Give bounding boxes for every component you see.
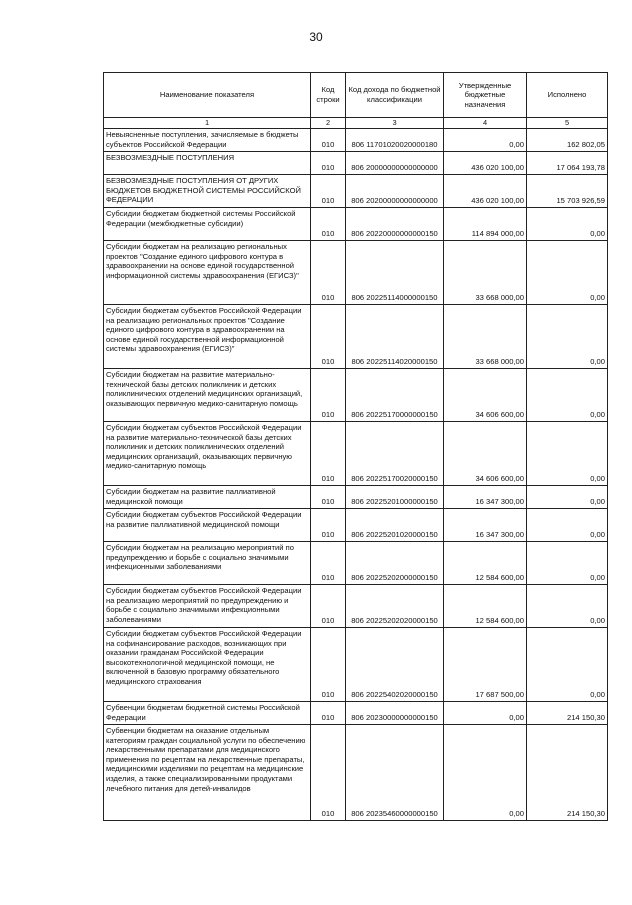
header-line-code: Код строки [311, 73, 346, 118]
table-row [104, 585, 608, 628]
table-row [104, 129, 608, 152]
approved-amount: 34 606 600,00 [444, 422, 527, 486]
table-row [104, 486, 608, 509]
approved-amount: 0,00 [444, 725, 527, 821]
indicator-name: Субсидии бюджетам субъектов Российской Федерации на развитие материально-технической базы детских поликлиник и детских поликлинических отделений медицинских организаций, оказывающих первичную медико-санитарную помощь [104, 422, 311, 486]
executed-amount: 0,00 [527, 585, 608, 628]
approved-amount: 33 668 000,00 [444, 305, 527, 369]
line-code: 010 [311, 305, 346, 369]
approved-amount: 16 347 300,00 [444, 486, 527, 509]
approved-amount: 17 687 500,00 [444, 628, 527, 702]
header-indicator-name: Наименование показателя [104, 73, 311, 118]
column-number: 2 [311, 118, 346, 129]
line-code: 010 [311, 208, 346, 241]
revenue-code: 806 20235460000000150 [346, 725, 444, 821]
approved-amount: 0,00 [444, 129, 527, 152]
approved-amount: 16 347 300,00 [444, 509, 527, 542]
line-code: 010 [311, 369, 346, 422]
revenue-code: 806 20200000000000000 [346, 175, 444, 208]
executed-amount: 0,00 [527, 542, 608, 585]
indicator-name: Субсидии бюджетам субъектов Российской Федерации на развитие паллиативной медицинской помощи [104, 509, 311, 542]
indicator-name: БЕЗВОЗМЕЗДНЫЕ ПОСТУПЛЕНИЯ [104, 152, 311, 175]
approved-amount: 12 584 600,00 [444, 542, 527, 585]
executed-amount: 0,00 [527, 241, 608, 305]
indicator-name: Субсидии бюджетам субъектов Российской Федерации на реализацию региональных проектов "Создание единого цифрового контура в здравоохранении на основе единой государственной информационной системы здравоохранения (ЕГИСЗ)" [104, 305, 311, 369]
revenue-code: 806 20225202020000150 [346, 585, 444, 628]
indicator-name: Субсидии бюджетам субъектов Российской Федерации на реализацию мероприятий по предупреждению и борьбе с социально значимыми инфекционными заболеваниями [104, 585, 311, 628]
line-code: 010 [311, 628, 346, 702]
indicator-name: Субсидии бюджетам на развитие паллиативной медицинской помощи [104, 486, 311, 509]
indicator-name: БЕЗВОЗМЕЗДНЫЕ ПОСТУПЛЕНИЯ ОТ ДРУГИХ БЮДЖЕТОВ БЮДЖЕТНОЙ СИСТЕМЫ РОССИЙСКОЙ ФЕДЕРАЦИИ [104, 175, 311, 208]
indicator-name: Субвенции бюджетам на оказание отдельным категориям граждан социальной услуги по обеспечению лекарственными препаратами для медицинского применения по рецептам на лекарственные препараты, медицинскими изделиями по рецептам на медицинские изделия, а также специализированными продуктами лечебного питания для детей-инвалидов [104, 725, 311, 821]
revenue-code: 806 20225114020000150 [346, 305, 444, 369]
approved-amount: 12 584 600,00 [444, 585, 527, 628]
approved-amount: 0,00 [444, 702, 527, 725]
table-row [104, 702, 608, 725]
table-row [104, 542, 608, 585]
header-executed-amount: Исполнено [527, 73, 608, 118]
executed-amount: 0,00 [527, 422, 608, 486]
line-code: 010 [311, 542, 346, 585]
approved-amount: 114 894 000,00 [444, 208, 527, 241]
table-row [104, 628, 608, 702]
revenue-code: 806 20225170020000150 [346, 422, 444, 486]
table-row [104, 725, 608, 821]
table-row [104, 208, 608, 241]
approved-amount: 436 020 100,00 [444, 152, 527, 175]
table-row [104, 422, 608, 486]
line-code: 010 [311, 422, 346, 486]
table-row [104, 369, 608, 422]
executed-amount: 214 150,30 [527, 702, 608, 725]
revenue-code: 806 20225202000000150 [346, 542, 444, 585]
revenue-code: 806 11701020020000180 [346, 129, 444, 152]
revenue-table [103, 72, 608, 821]
revenue-code: 806 20220000000000150 [346, 208, 444, 241]
revenue-code: 806 20225201020000150 [346, 509, 444, 542]
executed-amount: 0,00 [527, 208, 608, 241]
approved-amount: 33 668 000,00 [444, 241, 527, 305]
column-number: 4 [444, 118, 527, 129]
table-row [104, 305, 608, 369]
line-code: 010 [311, 509, 346, 542]
executed-amount: 214 150,30 [527, 725, 608, 821]
line-code: 010 [311, 175, 346, 208]
executed-amount: 0,00 [527, 369, 608, 422]
indicator-name: Субсидии бюджетам субъектов Российской Федерации на софинансирование расходов, возникающих при оказании гражданам Российской Федерации высокотехнологичной медицинской помощи, не включенной в базовую программу обязательного медицинского страхования [104, 628, 311, 702]
revenue-code: 806 20225170000000150 [346, 369, 444, 422]
table-row [104, 175, 608, 208]
executed-amount: 162 802,05 [527, 129, 608, 152]
revenue-code: 806 20225201000000150 [346, 486, 444, 509]
header-revenue-code: Код дохода по бюджетной классификации [346, 73, 444, 118]
executed-amount: 17 064 193,78 [527, 152, 608, 175]
table-header-row [104, 73, 608, 118]
indicator-name: Невыясненные поступления, зачисляемые в бюджеты субъектов Российской Федерации [104, 129, 311, 152]
line-code: 010 [311, 585, 346, 628]
revenue-code: 806 20000000000000000 [346, 152, 444, 175]
executed-amount: 0,00 [527, 486, 608, 509]
line-code: 010 [311, 486, 346, 509]
line-code: 010 [311, 241, 346, 305]
executed-amount: 0,00 [527, 305, 608, 369]
line-code: 010 [311, 725, 346, 821]
column-number-row [104, 118, 608, 129]
column-number: 1 [104, 118, 311, 129]
column-number: 3 [346, 118, 444, 129]
executed-amount: 15 703 926,59 [527, 175, 608, 208]
line-code: 010 [311, 129, 346, 152]
revenue-code: 806 20225114000000150 [346, 241, 444, 305]
line-code: 010 [311, 702, 346, 725]
table-row [104, 152, 608, 175]
indicator-name: Субсидии бюджетам на реализацию мероприятий по предупреждению и борьбе с социально значимыми инфекционными заболеваниями [104, 542, 311, 585]
header-approved-amount: Утвержденные бюджетные назначения [444, 73, 527, 118]
indicator-name: Субсидии бюджетам на развитие материально-технической базы детских поликлиник и детских поликлинических отделений медицинских организаций, оказывающих первичную медико-санитарную помощь [104, 369, 311, 422]
indicator-name: Субвенции бюджетам бюджетной системы Российской Федерации [104, 702, 311, 725]
column-number: 5 [527, 118, 608, 129]
indicator-name: Субсидии бюджетам бюджетной системы Российской Федерации (межбюджетные субсидии) [104, 208, 311, 241]
table-row [104, 241, 608, 305]
revenue-code: 806 20225402020000150 [346, 628, 444, 702]
indicator-name: Субсидии бюджетам на реализацию региональных проектов "Создание единого цифрового контура в здравоохранении на основе единой государственной информационной системы здравоохранения (ЕГИСЗ)" [104, 241, 311, 305]
table-row [104, 509, 608, 542]
approved-amount: 34 606 600,00 [444, 369, 527, 422]
line-code: 010 [311, 152, 346, 175]
executed-amount: 0,00 [527, 509, 608, 542]
revenue-code: 806 20230000000000150 [346, 702, 444, 725]
executed-amount: 0,00 [527, 628, 608, 702]
approved-amount: 436 020 100,00 [444, 175, 527, 208]
page-number: 30 [309, 30, 323, 44]
